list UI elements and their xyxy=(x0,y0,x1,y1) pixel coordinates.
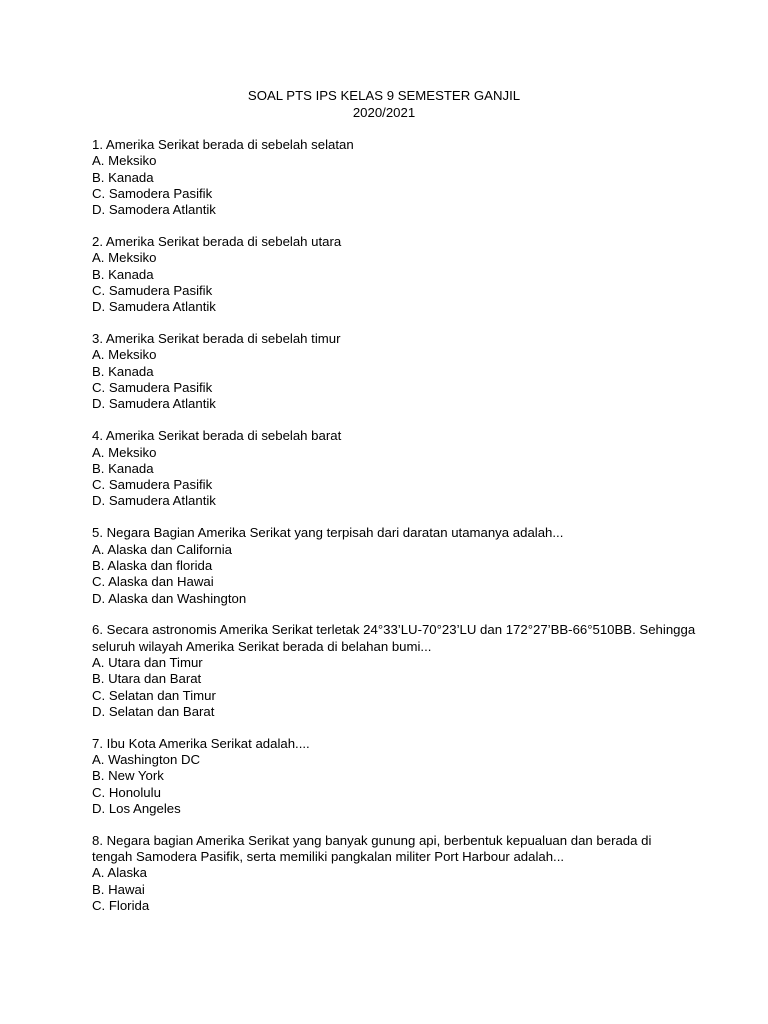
question-block xyxy=(92,428,692,509)
question-block xyxy=(92,234,692,315)
answer-option: C. Samudera Pasifik xyxy=(92,380,213,396)
answer-option: C. Samudera Pasifik xyxy=(92,282,213,298)
answer-option: A. Alaska xyxy=(92,865,147,881)
question-block xyxy=(92,622,696,720)
answer-option: B. Utara dan Barat xyxy=(92,671,202,687)
question-block xyxy=(92,833,692,914)
answer-option: A. Alaska dan California xyxy=(92,541,233,557)
question-text: 8. Negara bagian Amerika Serikat yang banyak gunung api, berbentuk kepualuan dan berada di xyxy=(92,832,652,848)
answer-option: C. Honolulu xyxy=(92,784,161,800)
question-block xyxy=(92,525,692,606)
answer-option: B. Kanada xyxy=(92,266,154,282)
answer-option: C. Samudera Pasifik xyxy=(92,477,213,493)
question-text: 6. Secara astronomis Amerika Serikat terletak 24°33’LU-70°23’LU dan 172°27’BB-66°510BB. Sehingga xyxy=(92,622,696,638)
question-list xyxy=(92,137,696,930)
answer-option: C. Selatan dan Timur xyxy=(92,687,216,703)
question-text: 3. Amerika Serikat berada di sebelah timur xyxy=(92,331,341,347)
answer-option: C. Samodera Pasifik xyxy=(92,185,213,201)
question-block xyxy=(92,736,692,817)
answer-option: A. Utara dan Timur xyxy=(92,654,203,670)
answer-option: B. Kanada xyxy=(92,363,154,379)
question-block xyxy=(92,331,692,412)
answer-option: A. Meksiko xyxy=(92,153,157,169)
answer-option: C. Florida xyxy=(92,898,150,914)
answer-option: A. Washington DC xyxy=(92,752,200,768)
answer-option: D. Selatan dan Barat xyxy=(92,703,215,719)
question-text: 7. Ibu Kota Amerika Serikat adalah.... xyxy=(92,735,310,751)
question-text: 2. Amerika Serikat berada di sebelah utara xyxy=(92,234,342,250)
answer-option: D. Samudera Atlantik xyxy=(92,299,216,315)
answer-option: A. Meksiko xyxy=(92,444,157,460)
document-year: 2020/2021 xyxy=(352,104,416,120)
answer-option: B. Kanada xyxy=(92,169,154,185)
document-header xyxy=(0,88,768,122)
answer-option: D. Los Angeles xyxy=(92,800,181,816)
question-text: seluruh wilayah Amerika Serikat berada di belahan bumi... xyxy=(92,638,432,654)
answer-option: D. Alaska dan Washington xyxy=(92,590,247,606)
answer-option: D. Samudera Atlantik xyxy=(92,493,216,509)
answer-option: A. Meksiko xyxy=(92,250,157,266)
answer-option: B. Hawai xyxy=(92,881,145,897)
answer-option: B. New York xyxy=(92,768,164,784)
answer-option: B. Alaska dan florida xyxy=(92,557,213,573)
answer-option: D. Samudera Atlantik xyxy=(92,396,216,412)
question-text: 1. Amerika Serikat berada di sebelah selatan xyxy=(92,137,354,152)
question-block xyxy=(92,137,692,218)
document-title: SOAL PTS IPS KELAS 9 SEMESTER GANJIL xyxy=(247,88,521,103)
answer-option: D. Samodera Atlantik xyxy=(92,202,216,218)
question-text: 5. Negara Bagian Amerika Serikat yang terpisah dari daratan utamanya adalah... xyxy=(92,525,564,541)
answer-option: C. Alaska dan Hawai xyxy=(92,574,214,590)
answer-option: A. Meksiko xyxy=(92,347,157,363)
question-text: 4. Amerika Serikat berada di sebelah barat xyxy=(92,428,342,444)
question-text: tengah Samodera Pasifik, serta memiliki pangkalan militer Port Harbour adalah... xyxy=(92,849,565,865)
answer-option: B. Kanada xyxy=(92,460,154,476)
